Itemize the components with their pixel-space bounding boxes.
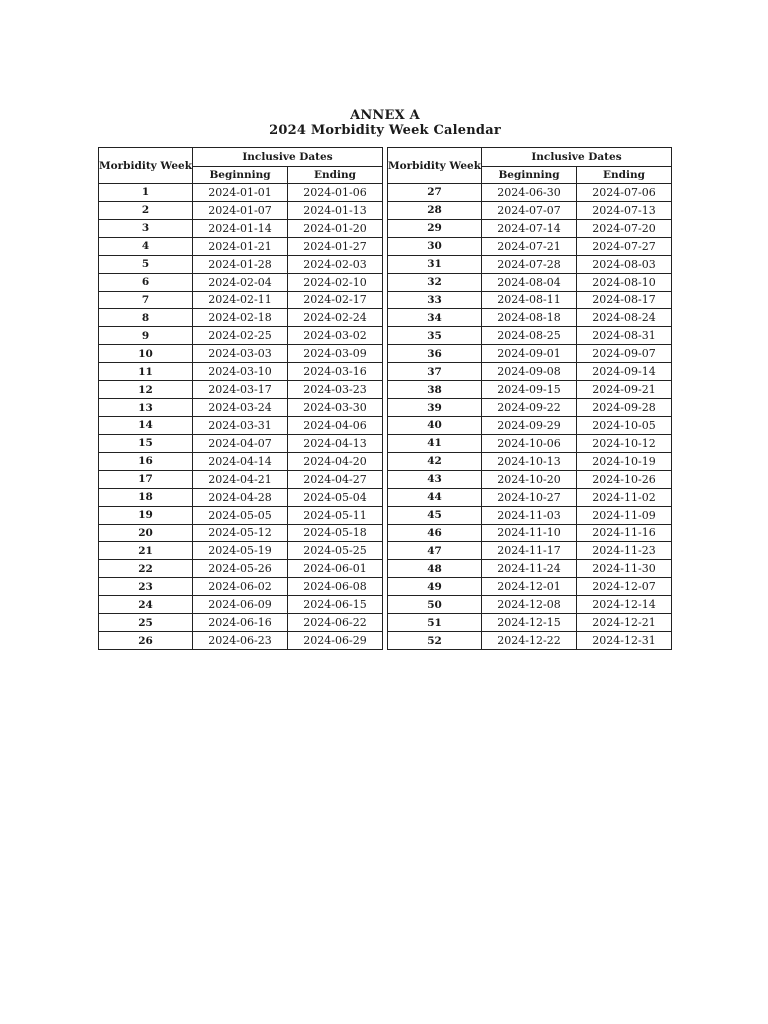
beginning-date-cell: 2024-07-07 (482, 201, 577, 219)
week-number-cell: 31 (388, 255, 482, 273)
table-row (99, 416, 383, 434)
ending-date-cell: 2024-08-31 (577, 327, 672, 345)
beginning-date-cell: 2024-01-07 (193, 201, 288, 219)
week-number-cell: 41 (388, 434, 482, 452)
beginning-date-cell: 2024-06-30 (482, 184, 577, 202)
week-number-cell: 24 (99, 596, 193, 614)
ending-date-cell: 2024-10-26 (577, 470, 672, 488)
table-row (99, 345, 383, 363)
ending-date-cell: 2024-07-06 (577, 184, 672, 202)
beginning-date-cell: 2024-04-07 (193, 434, 288, 452)
beginning-date-cell: 2024-11-24 (482, 560, 577, 578)
table-row (388, 219, 672, 237)
week-number-cell: 50 (388, 596, 482, 614)
week-number-cell: 22 (99, 560, 193, 578)
beginning-header: Beginning (193, 167, 288, 184)
table-row (99, 237, 383, 255)
table-row (388, 201, 672, 219)
week-number-cell: 16 (99, 452, 193, 470)
inclusive-dates-header: Inclusive Dates (193, 148, 383, 167)
ending-date-cell: 2024-02-10 (288, 273, 383, 291)
table-row (388, 363, 672, 381)
week-number-cell: 36 (388, 345, 482, 363)
beginning-date-cell: 2024-03-03 (193, 345, 288, 363)
table-row (99, 219, 383, 237)
calendar-body-left (99, 184, 383, 650)
table-row (99, 506, 383, 524)
beginning-date-cell: 2024-08-25 (482, 327, 577, 345)
ending-date-cell: 2024-01-20 (288, 219, 383, 237)
week-number-cell: 37 (388, 363, 482, 381)
beginning-date-cell: 2024-07-28 (482, 255, 577, 273)
table-row (388, 506, 672, 524)
calendar-table-right (387, 147, 672, 650)
ending-date-cell: 2024-03-23 (288, 381, 383, 399)
table-row (99, 632, 383, 650)
table-row (388, 291, 672, 309)
beginning-date-cell: 2024-09-15 (482, 381, 577, 399)
week-number-cell: 38 (388, 381, 482, 399)
table-row (388, 237, 672, 255)
beginning-date-cell: 2024-12-08 (482, 596, 577, 614)
table-row (388, 452, 672, 470)
inclusive-dates-header: Inclusive Dates (482, 148, 672, 167)
beginning-date-cell: 2024-11-17 (482, 542, 577, 560)
ending-date-cell: 2024-08-17 (577, 291, 672, 309)
ending-date-cell: 2024-07-27 (577, 237, 672, 255)
beginning-date-cell: 2024-03-10 (193, 363, 288, 381)
ending-date-cell: 2024-03-09 (288, 345, 383, 363)
beginning-date-cell: 2024-04-28 (193, 488, 288, 506)
table-row (388, 614, 672, 632)
beginning-date-cell: 2024-10-27 (482, 488, 577, 506)
ending-date-cell: 2024-01-27 (288, 237, 383, 255)
beginning-date-cell: 2024-12-15 (482, 614, 577, 632)
beginning-date-cell: 2024-01-28 (193, 255, 288, 273)
ending-date-cell: 2024-04-20 (288, 452, 383, 470)
week-number-cell: 40 (388, 416, 482, 434)
ending-date-cell: 2024-06-22 (288, 614, 383, 632)
ending-date-cell: 2024-07-20 (577, 219, 672, 237)
beginning-header: Beginning (482, 167, 577, 184)
beginning-date-cell: 2024-12-01 (482, 578, 577, 596)
ending-date-cell: 2024-05-11 (288, 506, 383, 524)
ending-date-cell: 2024-09-21 (577, 381, 672, 399)
table-row (99, 434, 383, 452)
beginning-date-cell: 2024-11-10 (482, 524, 577, 542)
ending-date-cell: 2024-12-31 (577, 632, 672, 650)
week-number-cell: 6 (99, 273, 193, 291)
table-row (388, 345, 672, 363)
ending-date-cell: 2024-09-28 (577, 399, 672, 417)
week-number-cell: 27 (388, 184, 482, 202)
week-number-cell: 18 (99, 488, 193, 506)
beginning-date-cell: 2024-09-01 (482, 345, 577, 363)
beginning-date-cell: 2024-01-21 (193, 237, 288, 255)
beginning-date-cell: 2024-06-23 (193, 632, 288, 650)
week-number-cell: 44 (388, 488, 482, 506)
week-number-cell: 48 (388, 560, 482, 578)
week-number-cell: 17 (99, 470, 193, 488)
table-row (99, 524, 383, 542)
week-number-cell: 15 (99, 434, 193, 452)
week-number-cell: 52 (388, 632, 482, 650)
beginning-date-cell: 2024-03-17 (193, 381, 288, 399)
ending-date-cell: 2024-01-06 (288, 184, 383, 202)
ending-date-cell: 2024-12-14 (577, 596, 672, 614)
week-number-cell: 28 (388, 201, 482, 219)
beginning-date-cell: 2024-10-20 (482, 470, 577, 488)
table-row (99, 381, 383, 399)
week-number-cell: 4 (99, 237, 193, 255)
week-number-cell: 43 (388, 470, 482, 488)
ending-date-cell: 2024-11-09 (577, 506, 672, 524)
ending-date-cell: 2024-03-30 (288, 399, 383, 417)
document-header (100, 108, 670, 138)
ending-date-cell: 2024-10-05 (577, 416, 672, 434)
table-row (388, 596, 672, 614)
ending-date-cell: 2024-05-25 (288, 542, 383, 560)
beginning-date-cell: 2024-02-25 (193, 327, 288, 345)
beginning-date-cell: 2024-02-11 (193, 291, 288, 309)
ending-date-cell: 2024-04-06 (288, 416, 383, 434)
ending-header: Ending (288, 167, 383, 184)
table-row (388, 184, 672, 202)
table-row (388, 327, 672, 345)
morbidity-week-header: Morbidity Week (388, 148, 482, 184)
beginning-date-cell: 2024-05-05 (193, 506, 288, 524)
ending-date-cell: 2024-12-07 (577, 578, 672, 596)
calendar-table-left (98, 147, 383, 650)
table-row (388, 416, 672, 434)
ending-date-cell: 2024-10-19 (577, 452, 672, 470)
beginning-date-cell: 2024-05-19 (193, 542, 288, 560)
beginning-date-cell: 2024-06-02 (193, 578, 288, 596)
table-row (388, 542, 672, 560)
ending-date-cell: 2024-08-24 (577, 309, 672, 327)
week-number-cell: 8 (99, 309, 193, 327)
table-row (99, 452, 383, 470)
ending-date-cell: 2024-02-24 (288, 309, 383, 327)
ending-date-cell: 2024-06-08 (288, 578, 383, 596)
table-row (99, 542, 383, 560)
beginning-date-cell: 2024-09-29 (482, 416, 577, 434)
table-row (99, 363, 383, 381)
table-row (388, 470, 672, 488)
week-number-cell: 20 (99, 524, 193, 542)
beginning-date-cell: 2024-12-22 (482, 632, 577, 650)
beginning-date-cell: 2024-03-24 (193, 399, 288, 417)
table-row (388, 255, 672, 273)
table-row (388, 524, 672, 542)
ending-date-cell: 2024-03-16 (288, 363, 383, 381)
ending-date-cell: 2024-08-10 (577, 273, 672, 291)
beginning-date-cell: 2024-06-16 (193, 614, 288, 632)
beginning-date-cell: 2024-07-14 (482, 219, 577, 237)
beginning-date-cell: 2024-02-04 (193, 273, 288, 291)
week-number-cell: 11 (99, 363, 193, 381)
week-number-cell: 10 (99, 345, 193, 363)
table-row (388, 381, 672, 399)
ending-date-cell: 2024-10-12 (577, 434, 672, 452)
beginning-date-cell: 2024-09-08 (482, 363, 577, 381)
week-number-cell: 14 (99, 416, 193, 434)
ending-date-cell: 2024-04-27 (288, 470, 383, 488)
table-row (99, 399, 383, 417)
table-row (388, 488, 672, 506)
beginning-date-cell: 2024-11-03 (482, 506, 577, 524)
calendar-tables (98, 147, 670, 650)
week-number-cell: 9 (99, 327, 193, 345)
week-number-cell: 1 (99, 184, 193, 202)
table-row (99, 488, 383, 506)
table-row (99, 470, 383, 488)
ending-header: Ending (577, 167, 672, 184)
table-row (99, 578, 383, 596)
table-row (99, 614, 383, 632)
beginning-date-cell: 2024-09-22 (482, 399, 577, 417)
ending-date-cell: 2024-11-30 (577, 560, 672, 578)
beginning-date-cell: 2024-01-01 (193, 184, 288, 202)
week-number-cell: 30 (388, 237, 482, 255)
beginning-date-cell: 2024-10-13 (482, 452, 577, 470)
week-number-cell: 21 (99, 542, 193, 560)
week-number-cell: 29 (388, 219, 482, 237)
week-number-cell: 12 (99, 381, 193, 399)
ending-date-cell: 2024-11-02 (577, 488, 672, 506)
week-number-cell: 26 (99, 632, 193, 650)
beginning-date-cell: 2024-08-18 (482, 309, 577, 327)
ending-date-cell: 2024-04-13 (288, 434, 383, 452)
beginning-date-cell: 2024-04-21 (193, 470, 288, 488)
week-number-cell: 45 (388, 506, 482, 524)
table-row (388, 578, 672, 596)
calendar-title: 2024 Morbidity Week Calendar (269, 123, 501, 138)
table-row (99, 255, 383, 273)
table-row (388, 309, 672, 327)
beginning-date-cell: 2024-08-11 (482, 291, 577, 309)
table-row (99, 201, 383, 219)
week-number-cell: 7 (99, 291, 193, 309)
beginning-date-cell: 2024-08-04 (482, 273, 577, 291)
beginning-date-cell: 2024-07-21 (482, 237, 577, 255)
table-row (99, 327, 383, 345)
beginning-date-cell: 2024-06-09 (193, 596, 288, 614)
ending-date-cell: 2024-09-07 (577, 345, 672, 363)
calendar-body-right (388, 184, 672, 650)
week-number-cell: 39 (388, 399, 482, 417)
ending-date-cell: 2024-01-13 (288, 201, 383, 219)
week-number-cell: 3 (99, 219, 193, 237)
ending-date-cell: 2024-09-14 (577, 363, 672, 381)
table-row (388, 273, 672, 291)
table-row (388, 434, 672, 452)
morbidity-week-header: Morbidity Week (99, 148, 193, 184)
ending-date-cell: 2024-02-03 (288, 255, 383, 273)
ending-date-cell: 2024-12-21 (577, 614, 672, 632)
week-number-cell: 34 (388, 309, 482, 327)
table-row (388, 632, 672, 650)
ending-date-cell: 2024-05-18 (288, 524, 383, 542)
week-number-cell: 42 (388, 452, 482, 470)
beginning-date-cell: 2024-04-14 (193, 452, 288, 470)
table-row (99, 184, 383, 202)
ending-date-cell: 2024-06-29 (288, 632, 383, 650)
table-row (388, 399, 672, 417)
beginning-date-cell: 2024-10-06 (482, 434, 577, 452)
table-row (99, 309, 383, 327)
table-row (388, 560, 672, 578)
beginning-date-cell: 2024-05-26 (193, 560, 288, 578)
ending-date-cell: 2024-06-15 (288, 596, 383, 614)
table-row (99, 291, 383, 309)
annex-label: ANNEX A (350, 108, 420, 123)
week-number-cell: 51 (388, 614, 482, 632)
ending-date-cell: 2024-07-13 (577, 201, 672, 219)
week-number-cell: 35 (388, 327, 482, 345)
ending-date-cell: 2024-03-02 (288, 327, 383, 345)
week-number-cell: 47 (388, 542, 482, 560)
week-number-cell: 49 (388, 578, 482, 596)
ending-date-cell: 2024-11-23 (577, 542, 672, 560)
table-row (99, 273, 383, 291)
ending-date-cell: 2024-06-01 (288, 560, 383, 578)
week-number-cell: 13 (99, 399, 193, 417)
week-number-cell: 19 (99, 506, 193, 524)
week-number-cell: 33 (388, 291, 482, 309)
beginning-date-cell: 2024-03-31 (193, 416, 288, 434)
beginning-date-cell: 2024-02-18 (193, 309, 288, 327)
week-number-cell: 25 (99, 614, 193, 632)
table-row (99, 596, 383, 614)
table-row (99, 560, 383, 578)
ending-date-cell: 2024-08-03 (577, 255, 672, 273)
beginning-date-cell: 2024-01-14 (193, 219, 288, 237)
ending-date-cell: 2024-02-17 (288, 291, 383, 309)
ending-date-cell: 2024-05-04 (288, 488, 383, 506)
week-number-cell: 46 (388, 524, 482, 542)
week-number-cell: 32 (388, 273, 482, 291)
week-number-cell: 23 (99, 578, 193, 596)
week-number-cell: 2 (99, 201, 193, 219)
week-number-cell: 5 (99, 255, 193, 273)
ending-date-cell: 2024-11-16 (577, 524, 672, 542)
beginning-date-cell: 2024-05-12 (193, 524, 288, 542)
